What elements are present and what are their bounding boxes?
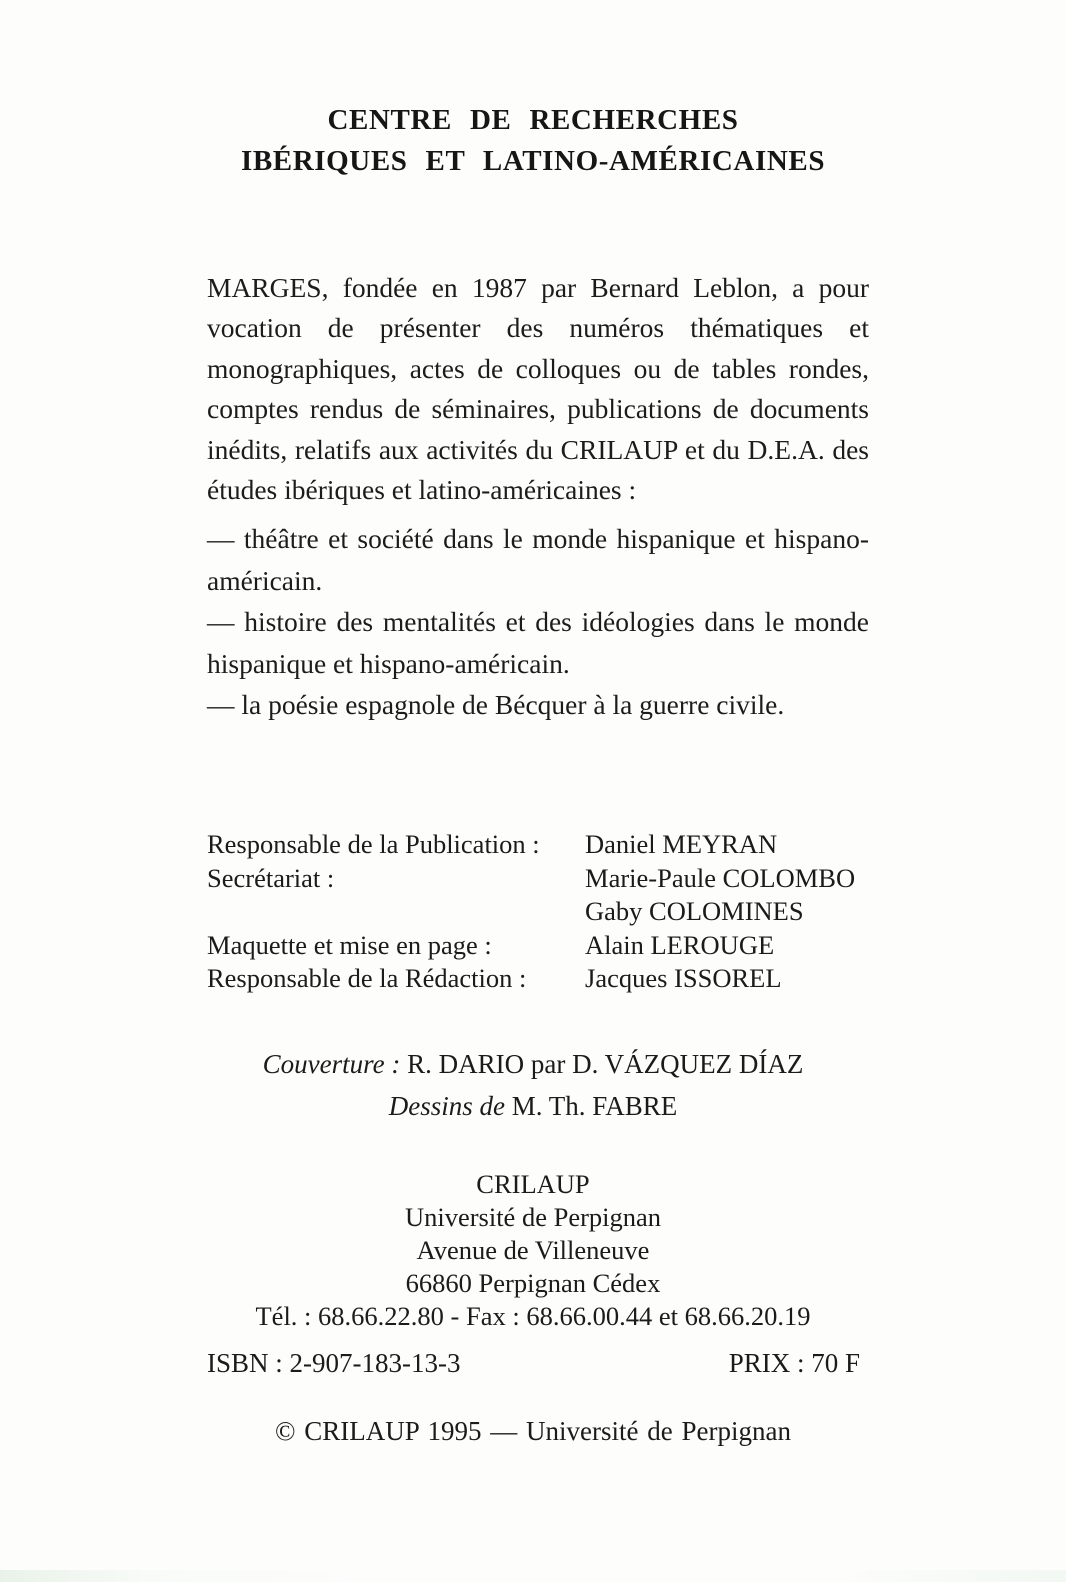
credit-name: Marie-Paule COLOMBO bbox=[585, 862, 856, 893]
credit-row bbox=[207, 895, 869, 929]
drawings-credit-label: Dessins de bbox=[388, 1091, 505, 1121]
credit-name: Jacques ISSOREL bbox=[585, 963, 782, 993]
credit-row bbox=[207, 929, 869, 963]
scan-edge-artifact bbox=[0, 1570, 1066, 1582]
credit-row bbox=[207, 962, 869, 996]
topic-item: — la poésie espagnole de Bécquer à la guerre civile. bbox=[207, 689, 785, 720]
publisher-address bbox=[0, 1168, 1066, 1333]
credit-role bbox=[207, 895, 585, 929]
credit-name: Daniel MEYRAN bbox=[585, 829, 778, 859]
page-title bbox=[0, 100, 1066, 182]
drawings-credit-line bbox=[0, 1085, 1066, 1127]
drawings-credit-value: M. Th. FABRE bbox=[504, 1091, 678, 1121]
intro-paragraph: MARGES, fondée en 1987 par Bernard Leblon, a pour vocation de présenter des numéros thématiques et monographiques, actes de colloques ou de tables rondes, comptes rendus de séminaires, publications de documents inédits, relatifs aux activités du CRILAUP et du D.E.A. des études ibériques et latino-américaines : bbox=[207, 271, 869, 505]
credit-row bbox=[207, 862, 869, 896]
credits-list bbox=[207, 828, 869, 996]
credit-role: Responsable de la Rédaction : bbox=[207, 963, 527, 993]
cover-credit-value: R. DARIO par D. VÁZQUEZ DÍAZ bbox=[400, 1049, 804, 1079]
credit-name: Gaby COLOMINES bbox=[585, 896, 804, 926]
isbn-price-row bbox=[207, 1348, 860, 1379]
address-line-street: Avenue de Villeneuve bbox=[416, 1235, 650, 1265]
cover-credit-line bbox=[0, 1043, 1066, 1085]
page-title-line-2: IBÉRIQUES ET LATINO-AMÉRICAINES bbox=[240, 145, 826, 177]
address-line-university: Université de Perpignan bbox=[404, 1202, 662, 1232]
credit-row bbox=[207, 828, 869, 862]
address-line-city: 66860 Perpignan Cédex bbox=[405, 1268, 661, 1298]
cover-credit-label: Couverture : bbox=[262, 1049, 401, 1079]
credit-role: Secrétariat : bbox=[207, 862, 335, 893]
credit-name: Alain LEROUGE bbox=[585, 929, 775, 960]
isbn-text: ISBN : 2-907-183-13-3 bbox=[207, 1348, 461, 1378]
artwork-credits bbox=[0, 1043, 1066, 1127]
topics-list bbox=[207, 518, 869, 726]
credit-role: Responsable de la Publication : bbox=[207, 829, 540, 859]
page-title-line-1: CENTRE DE RECHERCHES bbox=[327, 104, 739, 136]
topic-item: — histoire des mentalités et des idéologies dans le monde hispanique et hispano-américain. bbox=[207, 606, 869, 679]
credit-role: Maquette et mise en page : bbox=[207, 929, 492, 960]
topic-item: — théâtre et société dans le monde hispanique et hispano-américain. bbox=[207, 523, 869, 596]
price-text: PRIX : 70 F bbox=[728, 1348, 860, 1378]
address-line-publisher: CRILAUP bbox=[476, 1169, 590, 1199]
address-line-phone-fax: Tél. : 68.66.22.80 - Fax : 68.66.00.44 et 68.66.20.19 bbox=[255, 1301, 811, 1331]
copyright-line: © CRILAUP 1995 — Université de Perpignan bbox=[275, 1416, 791, 1446]
